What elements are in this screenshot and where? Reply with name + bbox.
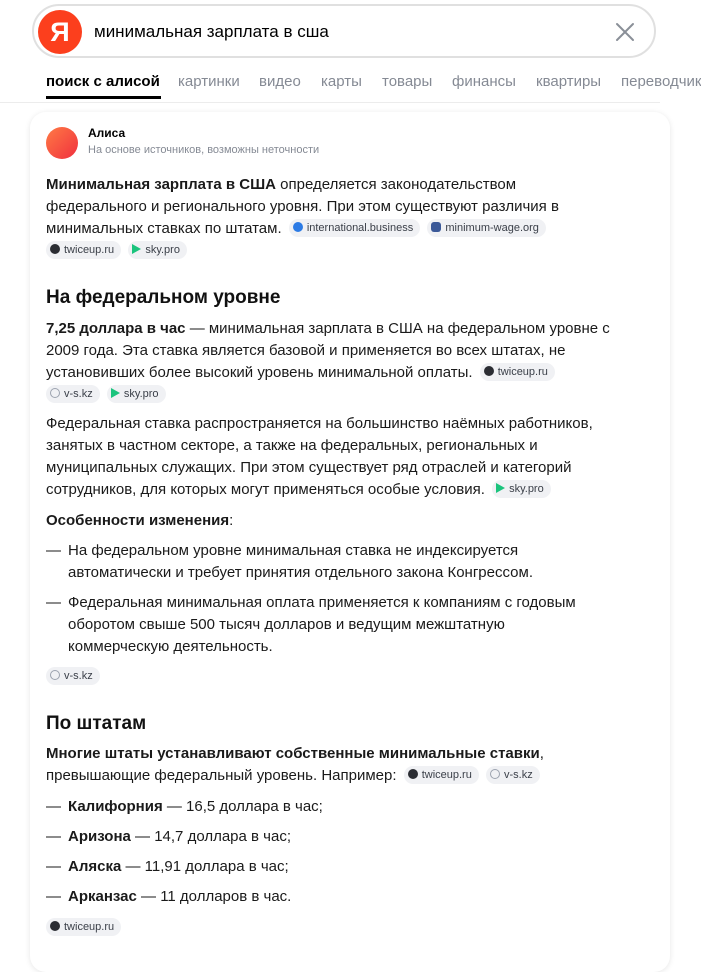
yandex-logo[interactable]: Я <box>38 10 82 54</box>
source-icon <box>50 921 60 931</box>
source-icon <box>50 388 60 398</box>
changes-label-bold: Особенности изменения <box>46 512 230 529</box>
intro-text: федерального и регионального уровня. При этом существуют различия в <box>46 198 559 215</box>
states-text: , <box>539 745 544 762</box>
source-chip[interactable]: v-s.kz <box>46 667 100 685</box>
source-icon <box>431 222 441 232</box>
search-bar[interactable] <box>32 4 656 58</box>
bullet-dash: — <box>46 542 61 559</box>
federal-text: 2009 года. Эта ставка является базовой и применяется во всех штатах, не <box>46 342 566 359</box>
source-icon <box>50 244 60 254</box>
tab-alice-search[interactable]: поиск с алисой <box>46 73 160 90</box>
source-icon <box>132 244 141 254</box>
source-chip[interactable]: twiceup.ru <box>46 241 121 259</box>
source-chip[interactable]: sky.pro <box>492 480 551 498</box>
bullet-text: Аляска — 11,91 доллара в час; <box>68 858 289 875</box>
source-chip[interactable]: v-s.kz <box>46 385 100 403</box>
bullet-text: Федеральная минимальная оплата применяется к компаниям с годовым оборотом свыше 500 тысяч долларов и ведущим межштатную коммерческую деятельность. <box>68 594 576 655</box>
source-icon <box>293 222 303 232</box>
states-intro-bold: Многие штаты устанавливают собственные минимальные ставки <box>46 745 540 762</box>
bullet-dash: — <box>46 828 61 845</box>
close-icon[interactable] <box>614 21 636 43</box>
tab-images[interactable]: картинки <box>178 73 240 90</box>
changes-colon: : <box>229 512 234 529</box>
federal-text: муниципальных служащих. При этом существует ряд отраслей и категорий <box>46 459 572 476</box>
source-icon <box>496 483 505 493</box>
source-chip[interactable]: twiceup.ru <box>480 363 555 381</box>
states-text: превышающие федеральный уровень. Например: <box>46 767 397 784</box>
federal-bold: 7,25 доллара в час <box>46 320 186 337</box>
search-tabs <box>0 64 701 100</box>
section-heading-federal: На федеральном уровне <box>46 287 281 308</box>
bullet-text: На федеральном уровне минимальная ставка не индексируется автоматически и требует принятия отдельного закона Конгрессом. <box>68 542 533 581</box>
section-heading-states: По штатам <box>46 713 147 734</box>
intro-text: определяется законодательством <box>276 176 517 193</box>
federal-text: сотрудников, для которых могут применяться особые условия. <box>46 481 485 498</box>
tab-translator[interactable]: переводчик <box>621 73 701 90</box>
alice-logo-icon <box>46 127 78 159</box>
source-icon <box>408 769 418 779</box>
source-chip[interactable]: twiceup.ru <box>404 766 479 784</box>
tab-video[interactable]: видео <box>259 73 301 90</box>
intro-paragraph <box>46 174 646 262</box>
tab-finance[interactable]: финансы <box>452 73 516 90</box>
source-chip[interactable]: sky.pro <box>107 385 166 403</box>
intro-bold: Минимальная зарплата в США <box>46 176 276 193</box>
source-icon <box>111 388 120 398</box>
federal-text: — минимальная зарплата в США на федеральном уровне с <box>185 320 610 337</box>
source-icon <box>484 366 494 376</box>
bullet-text: Арканзас — 11 долларов в час. <box>68 888 292 905</box>
bullet-dash: — <box>46 798 61 815</box>
bullet-dash: — <box>46 858 61 875</box>
bullet-text: Аризона — 14,7 доллара в час; <box>68 828 291 845</box>
federal-paragraph-2 <box>46 413 646 501</box>
federal-paragraph-1 <box>46 318 646 406</box>
source-icon <box>490 769 500 779</box>
federal-text: Федеральная ставка распространяется на большинство наёмных работников, <box>46 415 593 432</box>
search-input[interactable]: минимальная зарплата в сша <box>94 22 329 41</box>
source-icon <box>50 670 60 680</box>
tab-products[interactable]: товары <box>382 73 433 90</box>
active-tab-indicator <box>46 96 161 99</box>
source-chip[interactable]: international.business <box>289 219 420 237</box>
changes-label <box>46 510 646 532</box>
bullet-dash: — <box>46 888 61 905</box>
tab-apartments[interactable]: квартиры <box>536 73 602 90</box>
source-row <box>46 918 121 937</box>
states-intro <box>46 743 646 787</box>
source-chip[interactable]: minimum-wage.org <box>427 219 546 237</box>
intro-text: минимальных ставках по штатам. <box>46 220 282 237</box>
tab-maps[interactable]: карты <box>321 73 362 90</box>
federal-text: установивших более высокий уровень минимальной оплаты. <box>46 364 473 381</box>
source-chip[interactable]: sky.pro <box>128 241 187 259</box>
bullet-text: Калифорния — 16,5 доллара в час; <box>68 798 323 815</box>
divider <box>0 102 660 103</box>
federal-text: занятых в частном секторе, а также на федеральных, региональных и <box>46 437 538 454</box>
alice-disclaimer: На основе источников, возможны неточности <box>88 144 320 156</box>
bullet-dash: — <box>46 594 61 611</box>
alice-title: Алиса <box>88 126 126 140</box>
source-row <box>46 667 100 686</box>
source-chip[interactable]: v-s.kz <box>486 766 540 784</box>
source-chip[interactable]: twiceup.ru <box>46 918 121 936</box>
